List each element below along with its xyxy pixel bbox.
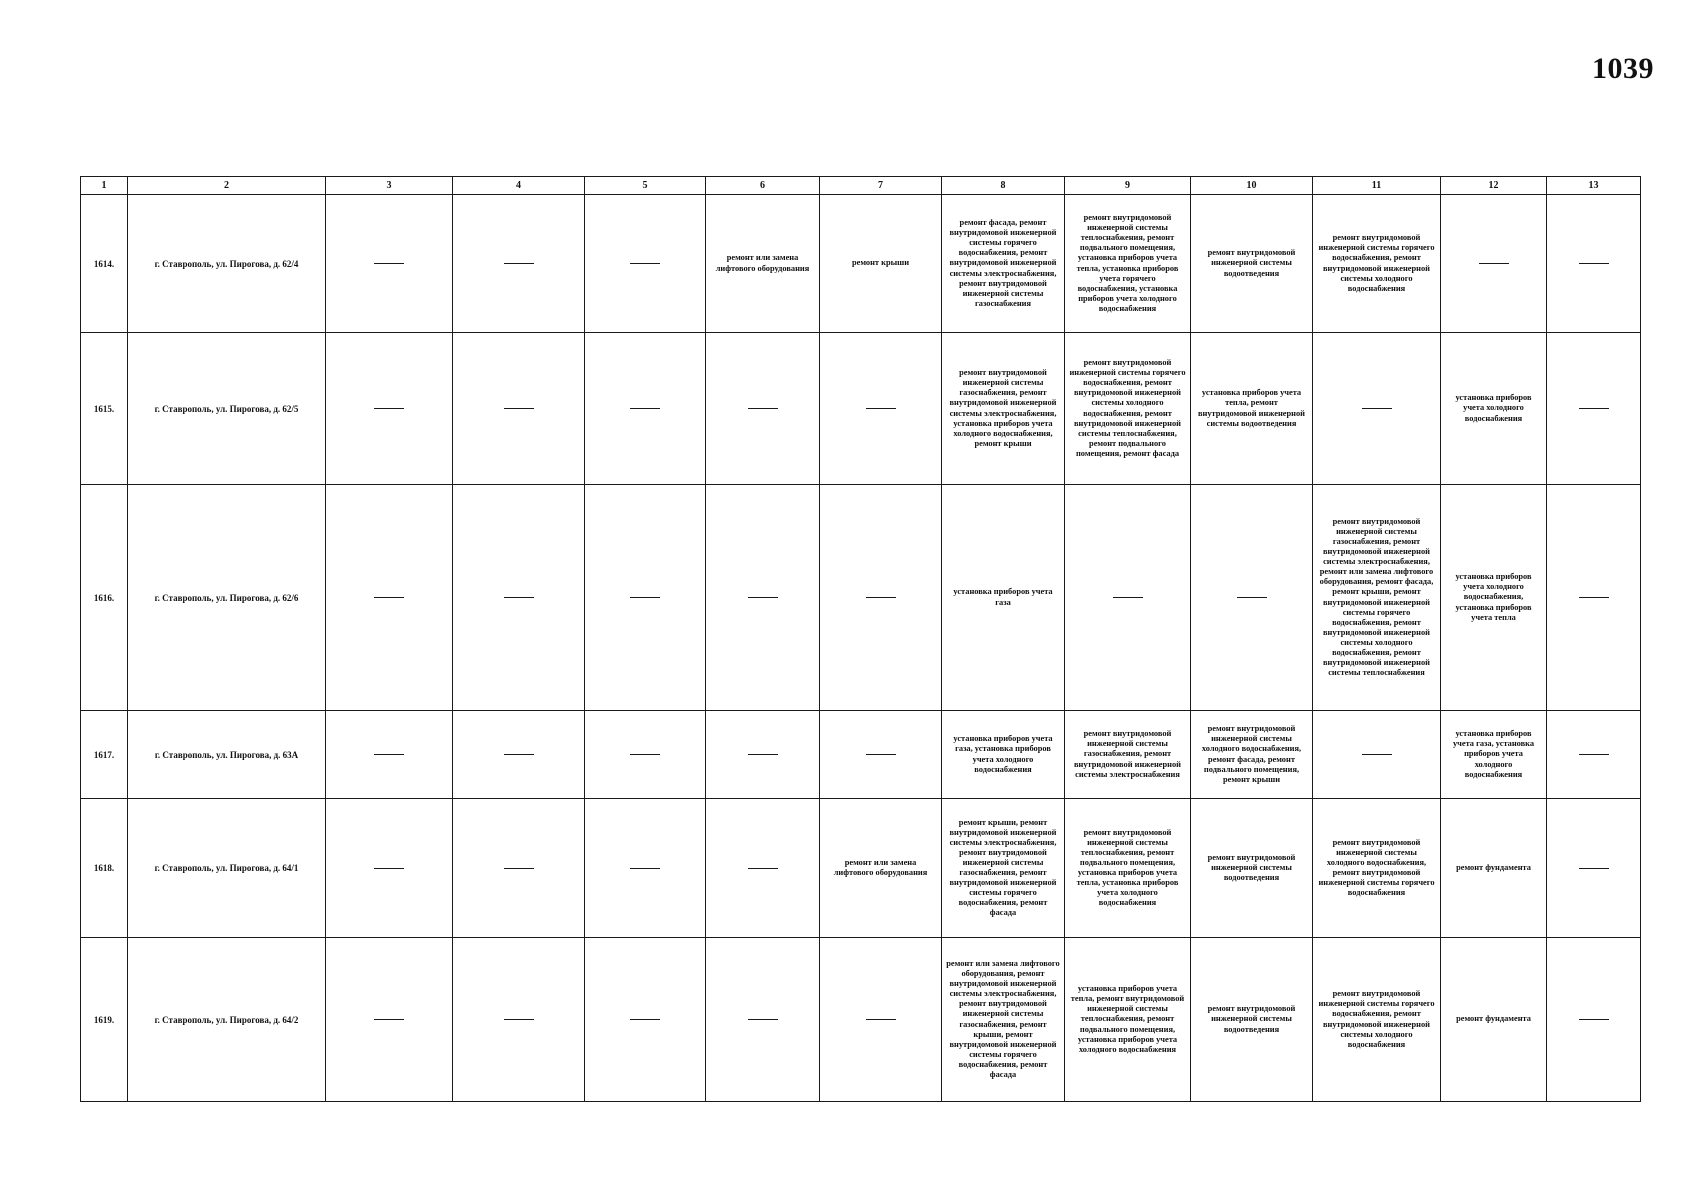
dash-mark [1362,754,1392,755]
work-type-cell [820,195,942,333]
dash-mark [1579,263,1609,264]
empty-cell [1547,711,1641,799]
empty-cell [585,333,706,485]
column-header: 7 [820,177,942,195]
address-cell: г. Ставрополь, ул. Пирогова, д. 62/4 [128,195,326,333]
work-type-text: ремонт внутридомовой инженерной системы теплоснабжения, ремонт подвального помещения, установка приборов учета тепла, установка приборов учета горячего водоснабжения, установка приборов учета холодного водоснабжения [1076,213,1179,313]
dash-mark [630,868,660,869]
dash-mark [504,597,534,598]
empty-cell [1547,195,1641,333]
dash-mark [374,597,404,598]
work-type-text: ремонт внутридомовой инженерной системы газоснабжения, ремонт внутридомовой инженерной системы электроснабжения, ремонт или замена лифтового оборудования, ремонт фасада, ремонт крыши, ремонт внутридомовой инженерной системы горячего водоснабжения, ремонт внутридомовой инженерной системы холодного водоснабжения, ремонт внутридомовой инженерной системы теплоснабжения [1319,516,1434,678]
dash-mark [630,754,660,755]
work-type-cell [1313,485,1441,711]
work-type-cell [1191,799,1313,938]
empty-cell [326,799,453,938]
work-type-cell [1191,333,1313,485]
work-type-text: ремонт крыши, ремонт внутридомовой инженерной системы электроснабжения, ремонт внутридомовой инженерной системы газоснабжения, ремонт внутридомовой инженерной системы горячего водоснабжения, ремонт фасада [949,817,1057,918]
empty-cell [453,485,585,711]
dash-mark [630,597,660,598]
dash-mark [866,597,896,598]
column-header: 8 [942,177,1065,195]
work-type-text: ремонт или замена лифтового оборудования [833,857,928,877]
work-type-cell [1313,938,1441,1102]
row-number: 1616. [81,485,128,711]
dash-mark [1579,754,1609,755]
empty-cell [585,195,706,333]
work-type-text: установка приборов учета газа, установка приборов учета холодного водоснабжения [953,734,1053,774]
work-type-text: ремонт фундамента [1456,862,1531,872]
work-type-cell [820,799,942,938]
empty-cell [820,333,942,485]
dash-mark [1579,408,1609,409]
dash-mark [748,597,778,598]
work-type-cell [1065,938,1191,1102]
work-type-cell [1441,485,1547,711]
dash-mark [374,868,404,869]
work-type-cell [1313,799,1441,938]
dash-mark [374,754,404,755]
dash-mark [1113,597,1143,598]
column-header: 6 [706,177,820,195]
empty-cell [706,938,820,1102]
dash-mark [748,754,778,755]
work-type-text: ремонт внутридомовой инженерной системы горячего водоснабжения, ремонт внутридомовой инженерной системы холодного водоснабжения [1318,233,1435,293]
dash-mark [1479,263,1509,264]
dash-mark [1237,597,1267,598]
dash-mark [1579,597,1609,598]
column-header: 4 [453,177,585,195]
empty-cell [706,485,820,711]
work-type-cell [1191,195,1313,333]
work-type-cell [942,938,1065,1102]
column-header: 13 [1547,177,1641,195]
address-cell: г. Ставрополь, ул. Пирогова, д. 64/2 [128,938,326,1102]
address-cell: г. Ставрополь, ул. Пирогова, д. 63А [128,711,326,799]
column-header: 9 [1065,177,1191,195]
empty-cell [1547,333,1641,485]
work-type-text: ремонт внутридомовой инженерной системы водоотведения [1207,248,1296,278]
column-header: 12 [1441,177,1547,195]
dash-mark [374,263,404,264]
work-type-text: ремонт внутридомовой инженерной системы газоснабжения, ремонт внутридомовой инженерной системы электроснабжения, установка приборов учета холодного водоснабжения, ремонт крыши [949,368,1057,448]
empty-cell [453,195,585,333]
work-type-cell [942,195,1065,333]
work-type-text: ремонт фасада, ремонт внутридомовой инженерной системы горячего водоснабжения, ремонт внутридомовой инженерной системы электроснабжения, ремонт внутридомовой инженерной системы газоснабжения [949,218,1057,308]
empty-cell [1547,938,1641,1102]
dash-mark [748,868,778,869]
page-number: 1039 [1592,52,1654,85]
empty-cell [706,711,820,799]
empty-cell [1547,485,1641,711]
dash-mark [748,1019,778,1020]
work-type-text: ремонт или замена лифтового оборудования [715,253,810,273]
work-type-cell [1441,799,1547,938]
work-type-cell [942,485,1065,711]
dash-mark [504,754,534,755]
work-type-text: ремонт или замена лифтового оборудования, ремонт внутридомовой инженерной системы электроснабжения, ремонт внутридомовой инженерной системы газоснабжения, ремонт крыши, ремонт внутридомовой инженерной системы горячего водоснабжения, ремонт фасада [946,959,1060,1079]
work-type-text: ремонт внутридомовой инженерной системы водоотведения [1207,852,1296,883]
work-type-text: установка приборов учета тепла, ремонт внутридомовой инженерной системы водоотведения [1197,388,1305,428]
column-header: 5 [585,177,706,195]
column-header: 10 [1191,177,1313,195]
table-row [81,333,1641,485]
work-type-text: установка приборов учета газа [953,587,1053,607]
table-body [81,195,1641,1102]
work-type-text: ремонт внутридомовой инженерной системы водоотведения [1207,1004,1296,1034]
work-type-text: ремонт внутридомовой инженерной системы холодного водоснабжения, ремонт фасада, ремонт подвального помещения, ремонт крыши [1201,724,1302,784]
work-type-text: ремонт внутридомовой инженерной системы холодного водоснабжения, ремонт внутридомовой инженерной системы горячего водоснабжения [1318,837,1435,898]
empty-cell [585,485,706,711]
work-type-cell [942,711,1065,799]
table-row [81,195,1641,333]
dash-mark [748,408,778,409]
empty-cell [453,938,585,1102]
empty-cell [585,799,706,938]
work-type-cell [942,333,1065,485]
column-header: 2 [128,177,326,195]
address-cell: г. Ставрополь, ул. Пирогова, д. 64/1 [128,799,326,938]
empty-cell [1547,799,1641,938]
empty-cell [326,195,453,333]
table-row [81,799,1641,938]
column-header: 1 [81,177,128,195]
empty-cell [453,711,585,799]
empty-cell [453,799,585,938]
work-type-text: установка приборов учета тепла, ремонт внутридомовой инженерной системы теплоснабжения, ремонт подвального помещения, установка приборов учета холодного водоснабжения [1070,984,1185,1054]
work-type-text: установка приборов учета газа, установка приборов учета холодного водоснабжения [1452,729,1535,779]
work-type-cell [942,799,1065,938]
empty-cell [585,711,706,799]
work-type-text: ремонт внутридомовой инженерной системы горячего водоснабжения, ремонт внутридомовой инженерной системы холодного водоснабжения, ремонт внутридомовой инженерной системы теплоснабжения, ремонт подвального помещения, ремонт фасада [1069,358,1186,458]
work-type-text: ремонт внутридомовой инженерной системы теплоснабжения, ремонт подвального помещения, установка приборов учета тепла, установка приборов учета холодного водоснабжения [1076,827,1179,908]
dash-mark [1579,1019,1609,1020]
work-type-cell [1065,333,1191,485]
work-type-text: ремонт фундамента [1456,1014,1531,1024]
dash-mark [866,408,896,409]
dash-mark [630,408,660,409]
work-type-cell [1313,195,1441,333]
dash-mark [504,868,534,869]
dash-mark [1579,868,1609,869]
work-type-cell [1065,195,1191,333]
dash-mark [374,1019,404,1020]
row-number: 1615. [81,333,128,485]
work-type-text: ремонт крыши [851,258,910,268]
empty-cell [1313,333,1441,485]
empty-cell [1065,485,1191,711]
dash-mark [1362,408,1392,409]
work-type-cell [706,195,820,333]
column-header: 11 [1313,177,1441,195]
row-number: 1614. [81,195,128,333]
dash-mark [630,263,660,264]
work-type-cell [1065,799,1191,938]
work-type-text: установка приборов учета холодного водоснабжения, установка приборов учета тепла [1455,572,1532,622]
empty-cell [820,485,942,711]
empty-cell [1441,195,1547,333]
empty-cell [326,711,453,799]
work-type-text: установка приборов учета холодного водоснабжения [1455,393,1532,423]
empty-cell [453,333,585,485]
work-type-text: ремонт внутридомовой инженерной системы горячего водоснабжения, ремонт внутридомовой инженерной системы холодного водоснабжения [1318,989,1435,1049]
work-type-cell [1441,333,1547,485]
empty-cell [1313,711,1441,799]
row-number: 1618. [81,799,128,938]
dash-mark [504,263,534,264]
dash-mark [866,1019,896,1020]
empty-cell [1191,485,1313,711]
dash-mark [866,754,896,755]
work-type-cell [1191,938,1313,1102]
empty-cell [706,799,820,938]
dash-mark [630,1019,660,1020]
work-type-text: ремонт внутридомовой инженерной системы газоснабжения, ремонт внутридомовой инженерной системы электроснабжения [1073,729,1181,779]
column-number-row [81,177,1641,195]
table-row [81,485,1641,711]
dash-mark [504,1019,534,1020]
address-cell: г. Ставрополь, ул. Пирогова, д. 62/5 [128,333,326,485]
work-type-cell [1191,711,1313,799]
row-number: 1617. [81,711,128,799]
empty-cell [585,938,706,1102]
empty-cell [326,333,453,485]
work-type-cell [1065,711,1191,799]
table-row [81,938,1641,1102]
work-type-cell [1441,938,1547,1102]
dash-mark [374,408,404,409]
empty-cell [820,711,942,799]
empty-cell [326,938,453,1102]
column-header: 3 [326,177,453,195]
capital-repair-table [80,176,1641,1102]
table-row [81,711,1641,799]
empty-cell [326,485,453,711]
address-cell: г. Ставрополь, ул. Пирогова, д. 62/6 [128,485,326,711]
row-number: 1619. [81,938,128,1102]
work-type-cell [1441,711,1547,799]
empty-cell [820,938,942,1102]
dash-mark [504,408,534,409]
empty-cell [706,333,820,485]
